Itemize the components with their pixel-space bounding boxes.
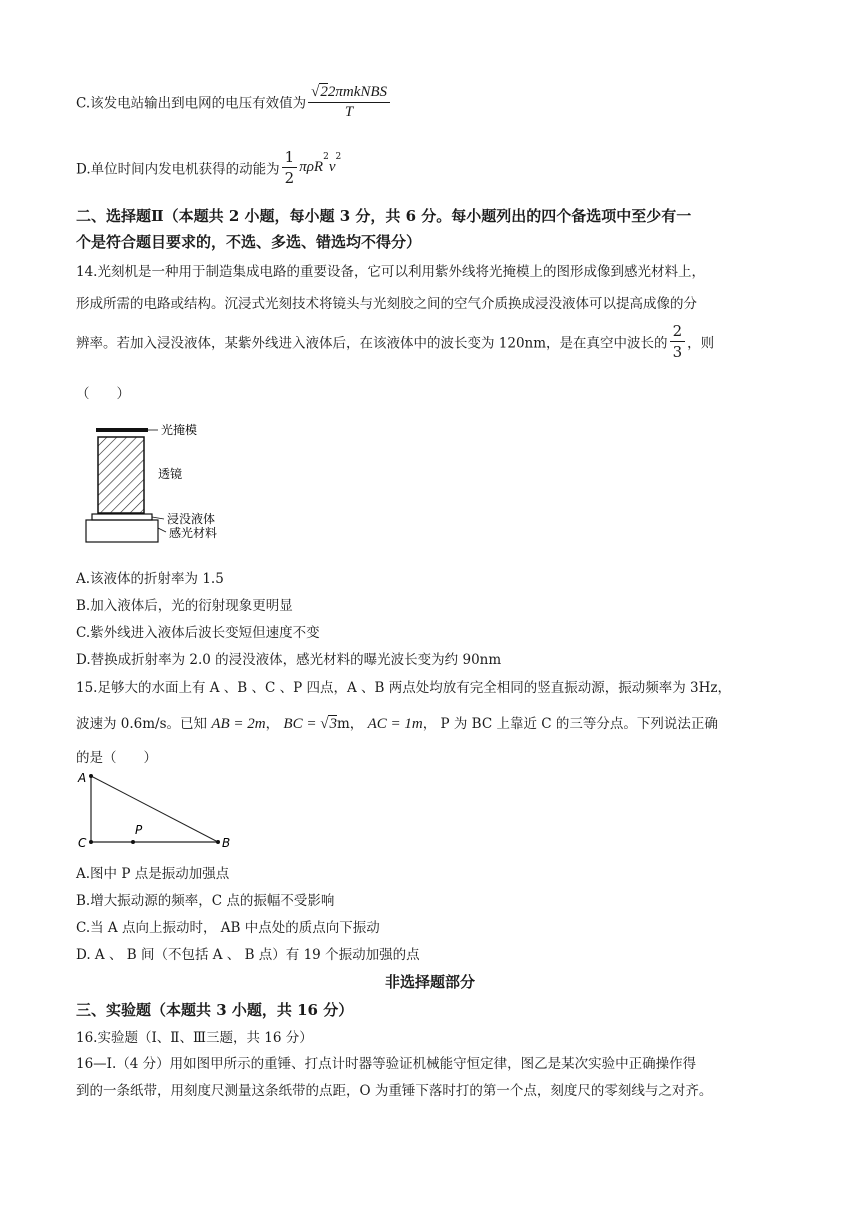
- q14-answer-paren: （ ）: [76, 386, 130, 402]
- q15-line1: 15.足够大的水面上有 A 、B 、C 、P 四点，A 、B 两点处均放有完全相同的竖直振动源，振动频率为 3Hz，: [76, 680, 732, 696]
- light-mask: [96, 428, 148, 432]
- q14-option-d: D.替换成折射率为 2.0 的浸没液体，感光材料的曝光波长变为约 90nm: [76, 652, 502, 668]
- immersion-liquid: [92, 514, 152, 520]
- q13-option-c-numerator: 2πmkNBS: [327, 84, 388, 100]
- label-mask: 光掩模: [161, 423, 198, 437]
- q15-ab: AB = 2m: [211, 716, 266, 732]
- q14-line1: 14.光刻机是一种用于制造集成电路的重要设备，它可以利用紫外线将光掩模上的图形成像到感光材料上，: [76, 264, 705, 280]
- q15-option-b: B.增大振动源的频率，C 点的振幅不受影响: [76, 893, 335, 909]
- label-lens: 透镜: [158, 467, 183, 481]
- q15-line2: 波速为 0.6m/s。已知 AB = 2m， BC = √3m， AC = 1m， P 为 BC 上靠近 C 的三等分点。下列说法正确: [76, 716, 718, 732]
- q15-line3: 的是（ ）: [76, 750, 157, 766]
- point-a: [89, 774, 93, 778]
- q15-option-c: C.当 A 点向上振动时， AB 中点处的质点向下振动: [76, 920, 380, 936]
- q14-line2: 形成所需的电路或结构。沉浸式光刻技术将镜头与光刻胶之间的空气介质换成浸没液体可以提高成像的分: [76, 296, 697, 312]
- q15-bc-value: 3: [329, 716, 337, 732]
- q15-ac: AC = 1m: [367, 716, 423, 732]
- section3-heading: 三、实验题（本题共 3 小题，共 16 分）: [76, 1001, 354, 1019]
- q13-option-c: [76, 82, 392, 121]
- point-b: [216, 840, 220, 844]
- lens: [98, 437, 144, 513]
- q13-option-d-fraction: $\frac{1}{2}$: [282, 148, 298, 187]
- q15-line2-text: 波速为 0.6m/s。已知: [76, 716, 212, 732]
- label-c: C: [78, 836, 87, 850]
- q13-option-d-sup2: 2: [335, 152, 342, 162]
- q15-option-d: D. A 、 B 间（不包括 A 、 B 点）有 19 个振动加强的点: [76, 947, 420, 963]
- point-p: [131, 840, 135, 844]
- q14-option-b: B.加入液体后，光的衍射现象更明显: [76, 598, 293, 614]
- q16-intro: 16.实验题（Ⅰ、Ⅱ、Ⅲ三题，共 16 分）: [76, 1030, 313, 1046]
- q13-option-d-prefix: D.单位时间内发电机获得的动能为: [76, 161, 280, 178]
- q15-line2-end: P 为 BC 上靠近 C 的三等分点。下列说法正确: [440, 716, 718, 732]
- q14-option-a: A.该液体的折射率为 1.5: [76, 571, 224, 587]
- q13-option-d-expr2: v: [328, 159, 336, 175]
- q16-line2: 到的一条纸带，用刻度尺测量这条纸带的点距，O 为重锤下落时打的第一个点，刻度尺的零刻线与之对齐。: [76, 1083, 713, 1099]
- q13-option-c-denominator: T: [344, 104, 354, 120]
- q13-option-c-prefix: C.该发电站输出到电网的电压有效值为: [76, 95, 307, 112]
- q14-line3-suffix: ，则: [687, 335, 715, 352]
- q13-option-c-formula: $\frac{\text{√22πmkNBS}}{T}$: [308, 82, 390, 121]
- label-liquid: 浸没液体: [167, 512, 216, 526]
- q14-option-c: C.紫外线进入液体后波长变短但速度不变: [76, 625, 320, 641]
- q16-line1: 16—Ⅰ.（4 分）用如图甲所示的重锤、打点计时器等验证机械能守恒定律，图乙是某次实验中正确操作得: [76, 1056, 697, 1072]
- photosensitive-material: [86, 520, 158, 542]
- q15-bc-prefix: BC =: [283, 716, 321, 732]
- q15-bc-unit: m: [336, 716, 350, 732]
- q14-lithography-figure: [84, 420, 264, 550]
- q15-option-a: A.图中 P 点是振动加强点: [76, 866, 230, 882]
- q14-fraction: $\frac{2}{3}$: [670, 322, 686, 361]
- q13-option-d-expr: πρR: [299, 159, 324, 175]
- q14-line3-prefix: 辨率。若加入浸没液体，某紫外线进入液体后，在该液体中的波长变为 120nm，是在真空中波长的: [76, 335, 668, 352]
- part2-title: 非选择题部分: [384, 973, 475, 991]
- q13-option-d-sup1: 2: [323, 152, 329, 162]
- point-c: [89, 840, 93, 844]
- section2-heading-line2: 个是符合题目要求的，不选、多选、错选均不得分）: [76, 233, 422, 251]
- q15-triangle-figure: [76, 770, 246, 850]
- label-a: A: [78, 771, 87, 785]
- label-material: 感光材料: [169, 526, 218, 540]
- section2-heading-line1: 二、选择题Ⅱ（本题共 2 小题，每小题 3 分，共 6 分。每小题列出的四个备选项中至少有一: [76, 207, 692, 225]
- label-p: P: [135, 823, 143, 837]
- q14-line3: [76, 322, 714, 361]
- q13-option-d: [76, 148, 341, 187]
- label-b: B: [222, 836, 231, 850]
